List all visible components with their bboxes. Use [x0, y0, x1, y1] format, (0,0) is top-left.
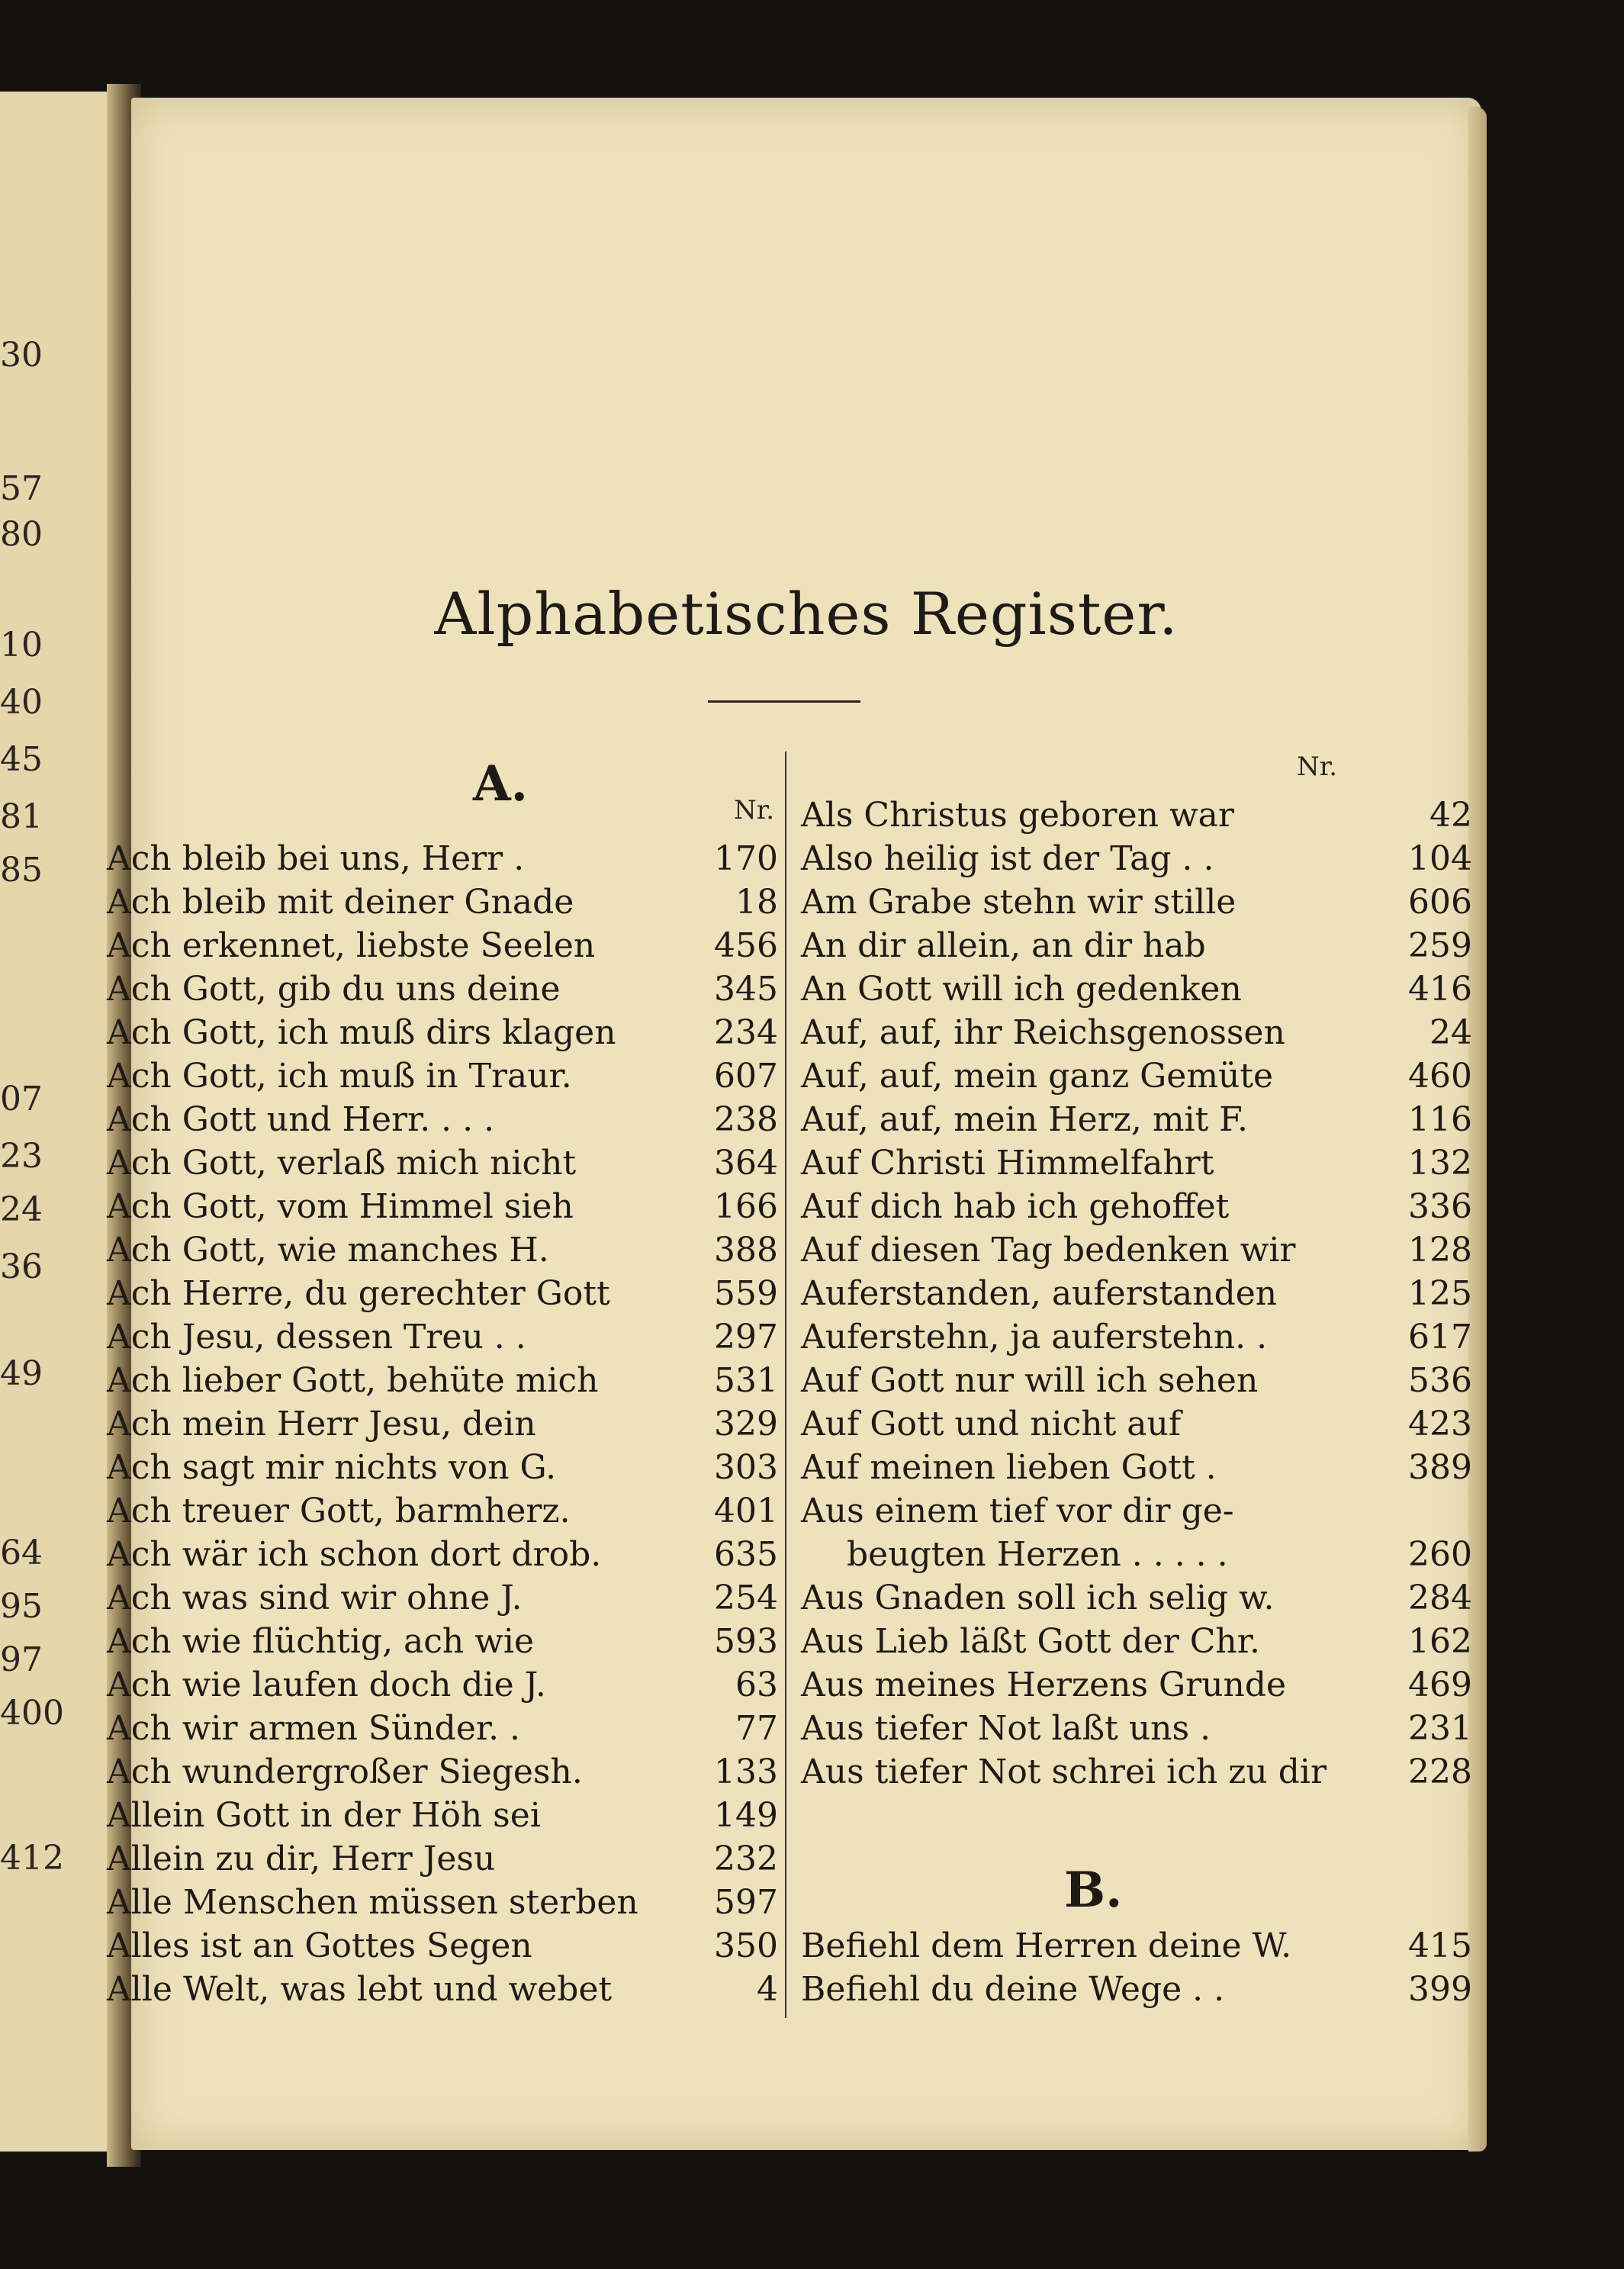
entry-number: 234: [714, 1013, 778, 1052]
margin-number: 412: [0, 1839, 64, 1878]
register-entry: [801, 1926, 1472, 1970]
entry-title: Ach lieber Gott, behüte mich: [107, 1361, 599, 1400]
register-entry: [107, 1361, 778, 1405]
register-entry: [107, 883, 778, 926]
margin-number: 400: [0, 1694, 64, 1733]
register-entry: [801, 1666, 1472, 1709]
title-rule: [708, 700, 860, 703]
register-entry: [107, 1796, 778, 1839]
register-entry: [107, 1231, 778, 1274]
entry-title: Alle Menschen müssen sterben: [107, 1883, 638, 1922]
register-entry: [801, 1318, 1472, 1361]
entry-title: Auf Gott und nicht auf: [801, 1405, 1182, 1443]
register-entry: [801, 1709, 1472, 1752]
register-entry: [801, 1361, 1472, 1405]
entry-number: 162: [1408, 1622, 1472, 1661]
entry-title: Ach mein Herr Jesu, dein: [107, 1405, 536, 1443]
register-entry: [801, 1057, 1472, 1100]
register-entry: [107, 1666, 778, 1709]
entry-title: Ach Gott, ich muß dirs klagen: [107, 1013, 616, 1052]
entry-title: Ach Gott, verlaß mich nicht: [107, 1144, 577, 1183]
entry-number: 536: [1408, 1361, 1472, 1400]
number-label-left: Nr.: [734, 795, 775, 826]
margin-number: 24: [0, 1190, 43, 1229]
entry-number: 593: [714, 1622, 778, 1661]
margin-number: 07: [0, 1080, 43, 1118]
register-entry: [107, 1448, 778, 1492]
entry-title: Auf dich hab ich gehoffet: [801, 1187, 1230, 1226]
entry-title: Auf diesen Tag bedenken wir: [801, 1231, 1296, 1270]
register-entry: [107, 1405, 778, 1448]
entry-number: 607: [714, 1057, 778, 1096]
register-entry: [801, 1970, 1472, 2013]
entry-title: An Gott will ich gedenken: [801, 970, 1242, 1009]
number-label-right: Nr.: [1297, 752, 1338, 782]
entry-title: Ach Gott, wie manches H.: [107, 1231, 549, 1270]
register-entry: [801, 1274, 1472, 1318]
entry-number: 104: [1408, 839, 1472, 878]
register-entry: [801, 1231, 1472, 1274]
entry-title: Aus meines Herzens Grunde: [801, 1666, 1287, 1704]
entry-number: 4: [757, 1970, 778, 2009]
entry-title: Auf, auf, ihr Reichsgenossen: [801, 1013, 1285, 1052]
register-entry: [801, 883, 1472, 926]
entry-title: Auferstanden, auferstanden: [801, 1274, 1278, 1313]
margin-number: 36: [0, 1247, 43, 1286]
margin-number: 95: [0, 1587, 43, 1626]
entry-title: Ach Gott, vom Himmel sieh: [107, 1187, 574, 1226]
entry-title: Aus Gnaden soll ich selig w.: [801, 1579, 1275, 1617]
register-entry: [107, 1318, 778, 1361]
entry-title: Ach wär ich schon dort drob.: [107, 1535, 602, 1574]
entry-title: Aus tiefer Not schrei ich zu dir: [801, 1752, 1327, 1791]
register-entry: [801, 1187, 1472, 1231]
entry-title: Ach wir armen Sünder. .: [107, 1709, 521, 1748]
entry-title: Ach wie flüchtig, ach wie: [107, 1622, 535, 1661]
entry-title: Ach erkennet, liebste Seelen: [107, 926, 596, 965]
entry-title: Aus einem tief vor dir ge-: [801, 1492, 1234, 1530]
register-entry: [107, 1970, 778, 2013]
entry-title: Ach bleib bei uns, Herr .: [107, 839, 525, 878]
entry-title: Alle Welt, was lebt und webet: [107, 1970, 613, 2009]
register-entry: [107, 1013, 778, 1057]
entry-title: Ach treuer Gott, barmherz.: [107, 1492, 571, 1530]
entry-number: 149: [714, 1796, 778, 1835]
register-entry: [107, 1622, 778, 1666]
entry-number: 389: [1408, 1448, 1472, 1487]
entry-number: 238: [714, 1100, 778, 1139]
entry-title: Auf, auf, mein Herz, mit F.: [801, 1100, 1248, 1139]
register-entry: [107, 1839, 778, 1883]
entry-title: Befiehl dem Herren deine W.: [801, 1926, 1292, 1965]
margin-number: 64: [0, 1534, 43, 1572]
entry-number: 416: [1408, 970, 1472, 1009]
register-entry: [801, 1622, 1472, 1666]
entry-number: 401: [714, 1492, 778, 1530]
entry-title: Auf Christi Himmelfahrt: [801, 1144, 1214, 1183]
entry-number: 469: [1408, 1666, 1472, 1704]
entry-number: 303: [714, 1448, 778, 1487]
margin-number: 45: [0, 740, 43, 779]
entry-number: 284: [1408, 1579, 1472, 1617]
entry-title: Ach Herre, du gerechter Gott: [107, 1274, 610, 1313]
entry-number: 345: [714, 970, 778, 1009]
entry-number: 228: [1408, 1752, 1472, 1791]
register-entry: [107, 926, 778, 970]
entry-number: 297: [714, 1318, 778, 1357]
entry-title: Am Grabe stehn wir stille: [801, 883, 1236, 922]
section-heading-b: B.: [1064, 1862, 1123, 1919]
margin-number: 10: [0, 626, 43, 665]
register-entry: [801, 839, 1472, 883]
margin-number: 57: [0, 469, 43, 508]
entry-title: Ach Gott, gib du uns deine: [107, 970, 561, 1009]
entry-title: Ach wundergroßer Siegesh.: [107, 1752, 583, 1791]
margin-number: 85: [0, 851, 43, 890]
entry-number: 460: [1408, 1057, 1472, 1096]
entry-number: 350: [714, 1926, 778, 1965]
entry-number: 399: [1408, 1970, 1472, 2009]
entry-title: beugten Herzen . . . . .: [847, 1535, 1228, 1574]
entry-title: Alles ist an Gottes Segen: [107, 1926, 532, 1965]
entry-number: 166: [714, 1187, 778, 1226]
entry-title: Aus tiefer Not laßt uns .: [801, 1709, 1211, 1748]
register-entry: [801, 1579, 1472, 1622]
entry-number: 77: [735, 1709, 778, 1748]
entry-title: Allein Gott in der Höh sei: [107, 1796, 541, 1835]
entry-title: Ach sagt mir nichts von G.: [107, 1448, 557, 1487]
entry-number: 456: [714, 926, 778, 965]
register-entry: [107, 1752, 778, 1796]
entry-number: 617: [1408, 1318, 1472, 1357]
entry-number: 232: [714, 1839, 778, 1878]
entry-title: Ach Gott und Herr. . . .: [107, 1100, 495, 1139]
entry-number: 597: [714, 1883, 778, 1922]
entry-title: Aus Lieb läßt Gott der Chr.: [801, 1622, 1260, 1661]
entry-title: Auf meinen lieben Gott .: [801, 1448, 1217, 1487]
register-entry: [801, 1752, 1472, 1796]
entry-number: 388: [714, 1231, 778, 1270]
entry-number: 559: [714, 1274, 778, 1313]
register-entry: [107, 1274, 778, 1318]
register-entry: [801, 1100, 1472, 1144]
register-entry: [801, 1144, 1472, 1187]
entry-number: 231: [1408, 1709, 1472, 1748]
register-entry: [801, 1535, 1472, 1579]
entry-title: Auf, auf, mein ganz Gemüte: [801, 1057, 1274, 1096]
register-entry: [107, 1100, 778, 1144]
register-entry: [801, 1013, 1472, 1057]
entry-number: 18: [735, 883, 778, 922]
margin-number: 40: [0, 683, 43, 722]
column-divider: [785, 752, 786, 2018]
entry-number: 259: [1408, 926, 1472, 965]
page-title: Alphabetisches Register.: [434, 580, 1179, 648]
register-entry: [107, 970, 778, 1013]
entry-title: Ach was sind wir ohne J.: [107, 1579, 523, 1617]
entry-number: 635: [714, 1535, 778, 1574]
entry-title: Auf Gott nur will ich sehen: [801, 1361, 1259, 1400]
entry-number: 260: [1408, 1535, 1472, 1574]
entry-title: Ach Jesu, dessen Treu . .: [107, 1318, 526, 1357]
register-entry: [801, 1492, 1472, 1535]
register-entry: [801, 1405, 1472, 1448]
entry-number: 336: [1408, 1187, 1472, 1226]
entry-number: 133: [714, 1752, 778, 1791]
entry-title: An dir allein, an dir hab: [801, 926, 1206, 965]
margin-number: 97: [0, 1640, 43, 1679]
entry-number: 531: [714, 1361, 778, 1400]
entry-number: 132: [1408, 1144, 1472, 1183]
register-entry: [801, 1448, 1472, 1492]
entry-number: 364: [714, 1144, 778, 1183]
entry-number: 24: [1429, 1013, 1472, 1052]
register-entry: [107, 839, 778, 883]
entry-title: Als Christus geboren war: [801, 796, 1234, 835]
entry-number: 254: [714, 1579, 778, 1617]
entry-number: 116: [1408, 1100, 1472, 1139]
register-entry: [801, 970, 1472, 1013]
entry-number: 42: [1429, 796, 1472, 835]
margin-number: 30: [0, 336, 43, 375]
register-entry: [107, 1187, 778, 1231]
register-entry: [107, 1709, 778, 1752]
entry-number: 329: [714, 1405, 778, 1443]
margin-number: 80: [0, 515, 43, 554]
register-entry: [107, 1144, 778, 1187]
register-entry: [107, 1492, 778, 1535]
entry-number: 423: [1408, 1405, 1472, 1443]
register-entry: [801, 796, 1472, 839]
entry-number: 415: [1408, 1926, 1472, 1965]
entry-title: Also heilig ist der Tag . .: [801, 839, 1214, 878]
entry-number: 606: [1408, 883, 1472, 922]
register-entry: [107, 1926, 778, 1970]
section-heading-a: A.: [473, 755, 528, 813]
margin-number: 81: [0, 797, 43, 836]
entry-title: Allein zu dir, Herr Jesu: [107, 1839, 496, 1878]
margin-number: 23: [0, 1137, 43, 1176]
register-entry: [801, 926, 1472, 970]
entry-number: 128: [1408, 1231, 1472, 1270]
register-entry: [107, 1883, 778, 1926]
register-entry: [107, 1535, 778, 1579]
margin-number: 49: [0, 1354, 43, 1393]
register-entry: [107, 1057, 778, 1100]
entry-title: Auferstehn, ja auferstehn. .: [801, 1318, 1268, 1357]
entry-title: Ach Gott, ich muß in Traur.: [107, 1057, 572, 1096]
entry-title: Ach wie laufen doch die J.: [107, 1666, 546, 1704]
entry-title: Befiehl du deine Wege . .: [801, 1970, 1225, 2009]
entry-number: 170: [714, 839, 778, 878]
entry-title: Ach bleib mit deiner Gnade: [107, 883, 574, 922]
register-entry: [107, 1579, 778, 1622]
entry-number: 63: [735, 1666, 778, 1704]
entry-number: 125: [1408, 1274, 1472, 1313]
